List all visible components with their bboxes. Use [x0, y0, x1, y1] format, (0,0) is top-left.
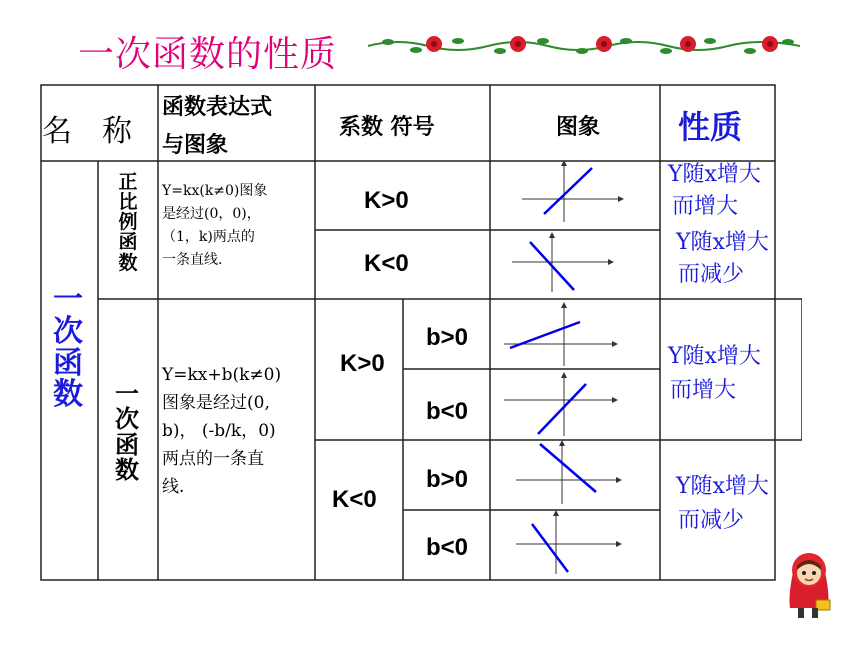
- direct-property-inc-line1: Y随x增大: [668, 162, 761, 187]
- graph-direct-increasing: [514, 160, 634, 226]
- header-expression-line1: 函数表达式: [162, 95, 273, 120]
- graph-linear-decreasing-b-positive: [512, 440, 632, 506]
- linear-description-line2: 图象是经过(0,: [162, 393, 270, 413]
- linear-property-inc-line1: Y随x增大: [668, 344, 761, 369]
- linear-k-positive: K>0: [340, 350, 385, 377]
- header-expression-line2: 与图象: [162, 133, 229, 158]
- header-property: 性质: [678, 108, 743, 146]
- direct-property-dec-line2: 而减少: [678, 262, 745, 287]
- linear-b-positive-2: b>0: [426, 466, 469, 493]
- linear-property-inc-line2: 而增大: [670, 378, 737, 403]
- linear-description-line1: Y=kx+b(k≠0): [162, 365, 282, 385]
- page-title: 一次函数的性质: [78, 34, 338, 75]
- header-name: 名 称: [42, 114, 132, 149]
- direct-k-negative: K<0: [364, 250, 409, 277]
- rose-vine-decoration: [368, 30, 800, 60]
- linear-description-line4: 两点的一条直: [162, 449, 264, 469]
- direct-description-line3: （1，k)两点的: [162, 229, 255, 245]
- graph-linear-increasing-b-positive: [500, 302, 620, 368]
- linear-b-negative-2: b<0: [426, 534, 469, 561]
- linear-k-negative: K<0: [332, 486, 377, 513]
- direct-property-inc-line2: 而增大: [672, 194, 739, 219]
- linear-b-negative-1: b<0: [426, 398, 469, 425]
- direct-description-line4: 一条直线.: [162, 252, 223, 268]
- direct-k-positive: K>0: [364, 187, 409, 214]
- linear-description-line5: 线.: [162, 477, 185, 497]
- header-coef: 系数 符号: [339, 115, 435, 140]
- graph-direct-decreasing: [504, 230, 624, 296]
- header-graph: 图象: [556, 115, 601, 140]
- graph-linear-increasing-b-negative: [500, 372, 620, 438]
- linear-property-dec-line2: 而减少: [678, 508, 745, 533]
- linear-b-positive-1: b>0: [426, 324, 469, 351]
- direct-description-line2: 是经过(0，0)，: [162, 206, 261, 222]
- direct-proportion-label: 正比例函数: [118, 171, 138, 274]
- category-label: 一次函数: [53, 282, 83, 413]
- linear-description-line3: b)， (-b/k，0): [162, 421, 276, 441]
- linear-property-dec-line1: Y随x增大: [676, 474, 769, 499]
- direct-property-dec-line1: Y随x增大: [676, 230, 769, 255]
- red-hood-girl-illustration: [780, 548, 838, 620]
- linear-function-label: 一次函数: [115, 380, 139, 485]
- graph-linear-decreasing-b-negative: [512, 510, 632, 576]
- direct-description-line1: Y=kx(k≠0)图象: [162, 183, 268, 199]
